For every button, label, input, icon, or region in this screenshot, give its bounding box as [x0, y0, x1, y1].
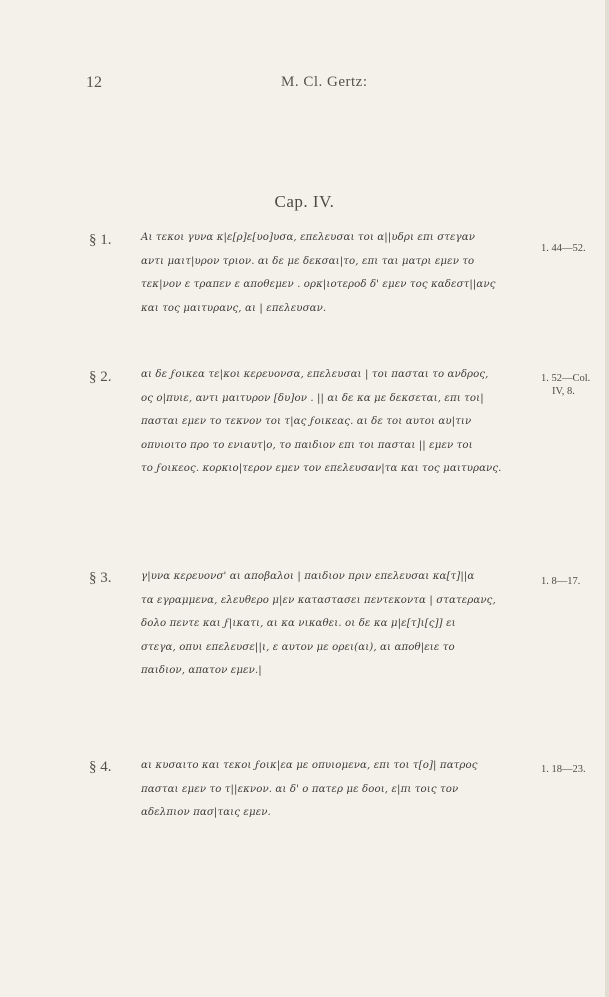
- text-line: οπυιοιτο προ το ενιαυτ|ο, το παιδιον επι τοι πασται || εμεν τοι: [141, 439, 473, 451]
- text-line: και τος μαιτυρανς, αι | επελευσαν.: [141, 302, 327, 314]
- section-text: [141, 565, 536, 683]
- text-line: αι κυσαιτο και τεκοι ϝοικ|εα με οπυιομενα, επι τοι τ[ο]| πατρος: [141, 760, 478, 771]
- text-line: πασται εμεν το τ||εκνον. αι δ' ο πατερ με δοοι, ε|πι τοις τον: [141, 783, 459, 795]
- text-line: παιδιον, απατον εμεν.|: [141, 665, 262, 676]
- text-line: τα εγραμμενα, ελευθερο μ|εν καταστασει πεντεκοντα | στατερανς,: [141, 594, 496, 606]
- page-edge: [605, 0, 609, 997]
- section-marker: § 2.: [89, 369, 112, 385]
- text-line: Αι τεκοι γυνα κ|ε[ρ]ε[υο]υσα, επελευσαι τοι α||υδρι επι στεγαν: [141, 232, 476, 243]
- section-text: [141, 226, 536, 320]
- margin-reference: [541, 242, 586, 255]
- section-marker: § 1.: [89, 232, 112, 248]
- margin-reference: [541, 372, 590, 398]
- text-line: αδελπιον πασ|ταις εμεν.: [141, 807, 271, 818]
- text-line: αι δε ϝοικεα τε|κοι κερευονσα, επελευσαι | τοι πασται το ανδρος,: [141, 369, 489, 380]
- margin-reference-line: IV, 8.: [552, 386, 575, 397]
- margin-reference-line: 1. 52—Col.: [541, 373, 591, 384]
- chapter-title: Cap. IV.: [274, 192, 335, 211]
- running-title: M. Cl. Gertz:: [281, 74, 368, 90]
- page-number: 12: [86, 74, 102, 91]
- margin-reference-line: 1. 8—17.: [541, 576, 581, 587]
- margin-reference: [541, 575, 580, 588]
- text-line: πασται εμεν το τεκνον τοι τ|ας ϝοικεας. αι δε τοι αυτοι αυ|τιν: [141, 416, 472, 427]
- margin-reference-line: 1. 18—23.: [541, 764, 586, 775]
- text-line: αντι μαιτ|υρον τριον. αι δε με δεκσαι|το, επι ται ματρι εμεν το: [141, 255, 475, 267]
- margin-reference-line: 1. 44—52.: [541, 243, 586, 254]
- section-text: [141, 363, 536, 481]
- text-line: το ϝοικεος. κορκιο|τερον εμεν τον επελευσαν|τα και τος μαιτυρανς.: [141, 463, 502, 474]
- section-marker: § 4.: [89, 759, 112, 775]
- section-marker: § 3.: [89, 570, 112, 586]
- text-line: γ|υνα κερευονσ' αι αποβαλοι | παιδιον πριν επελευσαι κα[τ]||α: [141, 571, 475, 582]
- section-text: [141, 754, 536, 825]
- text-line: ος ο|πυιε, αντι μαιτυρον [δυ]ον . || αι δε κα με δεκσεται, επι τοι|: [141, 392, 484, 404]
- text-line: τεκ|νον ε τραπεν ε αποθεμεν . ορκ|ιοτεροδ δ' εμεν τος καδεστ||ανς: [141, 279, 496, 290]
- text-line: δολο πεντε και ϝ|ικατι, αι κα νικαθει. οι δε κα μ|ε[τ]ι[ς]] ει: [141, 618, 456, 629]
- margin-reference: [541, 763, 586, 776]
- text-line: στεγα, οπυι επελευσε||ι, ε αυτον με ορει(αι), αι αποθ|ειε το: [141, 641, 455, 653]
